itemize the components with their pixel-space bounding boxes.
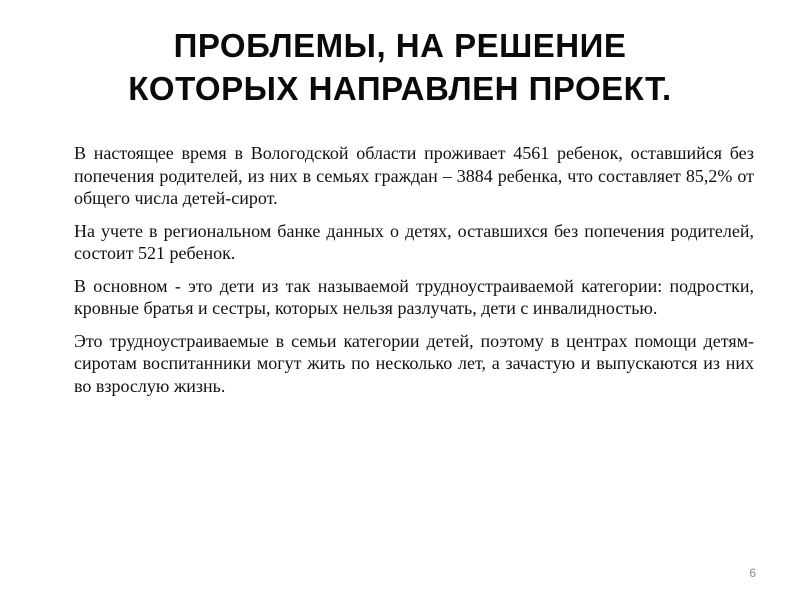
- slide-title-line-1: ПРОБЛЕМЫ, НА РЕШЕНИЕ: [173, 27, 627, 64]
- slide-body: [74, 142, 754, 407]
- paragraph-hard-to-place-categories: В основном - это дети из так называемой трудноустраиваемой категории: подростки, кровные братья и сестры, которых нельзя разлучать, дети с инвалидностью.: [74, 275, 754, 318]
- slide-number: 6: [749, 566, 756, 580]
- slide-title: [40, 24, 760, 110]
- paragraph-orphan-centers: Это трудноустраиваемые в семьи категории детей, поэтому в центрах помощи детям-сиротам воспитанники могут жить по несколько лет, а зачастую и выпускаются из них во взрослую жизнь.: [74, 330, 754, 396]
- slide-title-line-2: КОТОРЫХ НАПРАВЛЕН ПРОЕКТ.: [128, 70, 672, 107]
- paragraph-children-statistics: В настоящее время в Вологодской области проживает 4561 ребенок, оставшийся без попечения родителей, из них в семьях граждан – 3884 ребенка, что составляет 85,2% от общего числа детей-сирот.: [74, 143, 754, 208]
- paragraph-regional-data-bank: На учете в региональном банке данных о детях, оставшихся без попечения родителей, состоит 521 ребенок.: [74, 220, 754, 263]
